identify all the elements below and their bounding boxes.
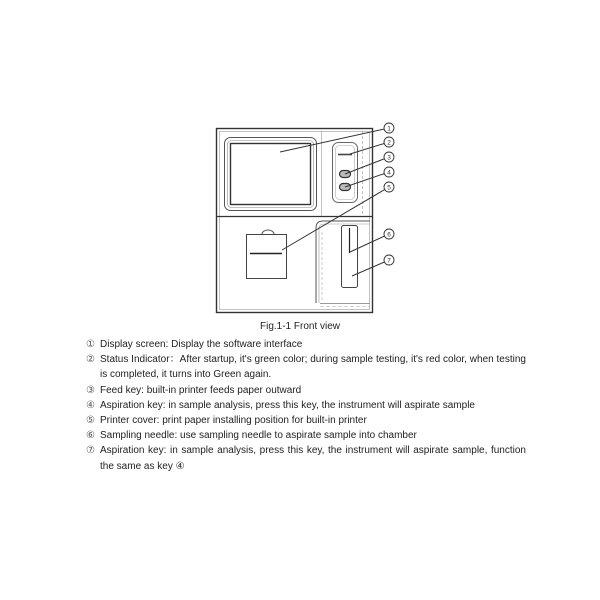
- legend-text: Status Indicator：After startup, it's green color; during sample testing, it's red color, when testing is completed, it turns into Green again.: [100, 354, 526, 381]
- legend-item-display-screen: [86, 337, 526, 352]
- legend-text: Feed key: built-in printer feeds paper outward: [100, 384, 302, 396]
- callout-number: 7: [387, 257, 391, 265]
- callout-number: 2: [387, 139, 391, 147]
- printer-cover: [247, 230, 287, 279]
- legend-list: [86, 337, 526, 474]
- legend-text: Sampling needle: use sampling needle to aspirate sample into chamber: [100, 430, 417, 442]
- callout-leader-line: [350, 143, 384, 154]
- callout-number: 3: [387, 154, 391, 162]
- callout-number: 5: [387, 184, 391, 192]
- figure-caption: Fig.1-1 Front view: [259, 321, 341, 332]
- callout-leader-line: [352, 262, 384, 276]
- legend-number: ⑦: [86, 445, 95, 457]
- legend-text: Display screen: Display the software interface: [100, 339, 303, 350]
- callout-markers: [280, 123, 394, 276]
- sampling-area: [316, 221, 370, 307]
- legend-item-sampling-needle: [86, 428, 526, 443]
- legend-number: ①: [86, 339, 95, 350]
- legend-number: ③: [86, 384, 95, 396]
- legend-item-aspiration-key: [86, 398, 526, 413]
- legend-item-feed-key: [86, 383, 526, 398]
- legend-item-printer-cover: [86, 413, 526, 428]
- callout-number: 1: [387, 125, 391, 133]
- callout-leader-line: [345, 159, 384, 174]
- callout-number: 6: [387, 231, 391, 239]
- legend-number: ④: [86, 399, 95, 411]
- callout-leader-line: [350, 236, 384, 252]
- legend-number: ⑤: [86, 415, 95, 427]
- legend-number: ⑥: [86, 430, 95, 442]
- callout-number: 4: [387, 169, 391, 177]
- legend-item-status-indicator: [86, 352, 526, 382]
- legend-text: Aspiration key: in sample analysis, press this key, the instrument will aspirate sample, function the same as key ④: [100, 445, 526, 472]
- legend-item-aspiration-key-2: [86, 443, 526, 473]
- legend-text: Printer cover: print paper installing position for built-in printer: [100, 415, 367, 427]
- legend-text: Aspiration key: in sample analysis, press this key, the instrument will aspirate sample: [100, 399, 475, 411]
- legend-number: ②: [86, 354, 95, 366]
- display-screen: [225, 138, 317, 211]
